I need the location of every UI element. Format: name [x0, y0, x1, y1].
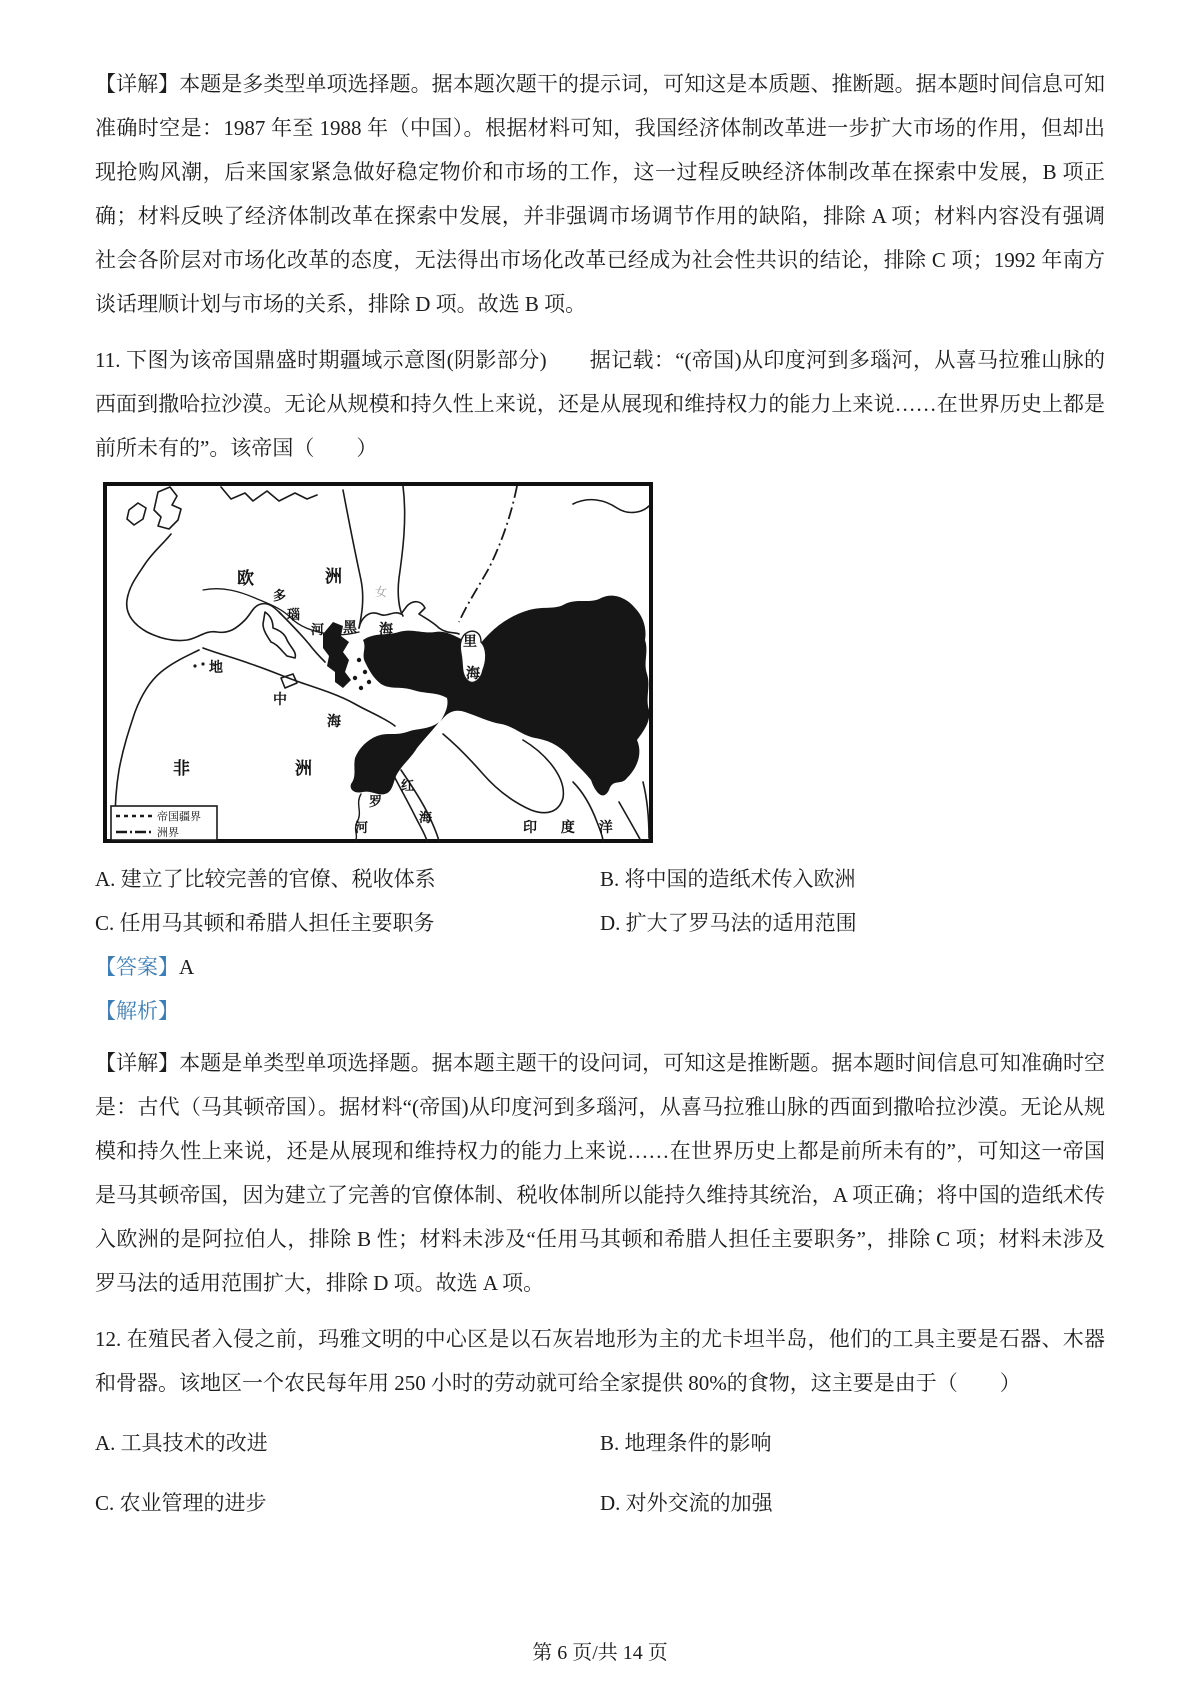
answer-value: A [179, 955, 195, 979]
label-indian-ocean: 印 度 洋 [523, 819, 623, 835]
island-dot [193, 664, 196, 667]
q12-option-a: A. 工具技术的改进 [95, 1431, 268, 1455]
label-europe-1: 欧 [237, 569, 255, 588]
label-med-3: 海 [327, 713, 341, 729]
label-europe-2: 洲 [325, 567, 343, 586]
label-nv: 女 [375, 585, 388, 599]
label-red-sea-1: 红 [401, 778, 415, 793]
label-black-sea-1: 黑 [343, 619, 357, 635]
q11-option-d: D. 扩大了罗马法的适用范围 [600, 911, 857, 935]
empire-map [103, 482, 653, 843]
q11-option-b: B. 将中国的造纸术传入欧洲 [600, 867, 856, 891]
label-danube-1: 多 [273, 588, 287, 603]
empire-map-figure [103, 482, 653, 843]
answer-label: 【答案】 [95, 955, 179, 979]
label-danube-3: 河 [311, 622, 325, 637]
label-med-1: 地 [209, 659, 223, 675]
label-africa-2: 洲 [295, 759, 313, 778]
q11-option-a: A. 建立了比较完善的官僚、税收体系 [95, 867, 436, 891]
analysis-label: 【解析】 [95, 999, 179, 1023]
question-12-stem: 12. 在殖民者入侵之前，玛雅文明的中心区是以石灰岩地形为主的尤卡坦半岛，他们的工具主要是石器、木器和骨器。该地区一个农民每年用 250 小时的劳动就可给全家提供 80%的食物，这主要是由于（ ） [95, 1327, 1105, 1395]
question-11-stem: 11. 下图为该帝国鼎盛时期疆域示意图(阴影部分) 据记载：“(帝国)从印度河到多瑙河，从喜马拉雅山脉的西面到撒哈拉沙漠。无论从规模和持久性上来说，还是从展现和维持权力的能力上来说……在世界历史上都是前所未有的”。该帝国（ ） [95, 348, 1105, 460]
q11-analysis-row [95, 989, 1105, 1033]
q11-options-row-1 [95, 857, 1105, 901]
map-legend [111, 806, 217, 840]
explanation-q10: 【详解】本题是多类型单项选择题。据本题次题干的提示词，可知这是本质题、推断题。据本题时间信息可知准确时空是：1987 年至 1988 年（中国）。根据材料可知，我国经济体制改革进一步扩大市场的作用，但却出现抢购风潮，后来国家紧急做好稳定物价和市场的工作，这一过程反映经济体制改革在探索中发展，B 项正确；材料反映了经济体制改革在探索中发展，并非强调市场调节作用的缺陷，排除 A 项；材料内容没有强调社会各阶层对市场化改革的态度，无法得出市场化改革已经成为社会性共识的结论，排除 C 项；1992 年南方谈话理顺计划与市场的关系，排除 D 项。故选 B 项。 [95, 72, 1105, 316]
legend-continent-label: 洲界 [157, 827, 179, 839]
q11-answer-row [95, 945, 1105, 989]
q11-option-c: C. 任用马其顿和希腊人担任主要职务 [95, 911, 435, 935]
label-black-sea-2: 海 [379, 621, 393, 637]
label-caspian-1: 里 [463, 633, 477, 649]
explanation-q11: 【详解】本题是单类型单项选择题。据本题主题干的设问词，可知这是推断题。据本题时间信息可知准确时空是：古代（马其顿帝国）。据材料“(帝国)从印度河到多瑙河，从喜马拉雅山脉的西面到撒哈拉沙漠。无论从规模和持久性上来说，还是从展现和维持权力的能力上来说……在世界历史上都是前所未有的”，可知这一帝国是马其顿帝国，因为建立了完善的官僚体制、税收体制所以能持久维持其统治，A 项正确；将中国的造纸术传入欧洲的是阿拉伯人，排除 B 性；材料未涉及“任用马其顿和希腊人担任主要职务”，排除 C 项；材料未涉及罗马法的适用范围扩大，排除 D 项。故选 A 项。 [95, 1051, 1105, 1295]
label-caspian-2: 海 [466, 665, 480, 681]
q12-option-d: D. 对外交流的加强 [600, 1491, 773, 1515]
label-nile-2: 河 [355, 820, 369, 835]
label-africa-1: 非 [173, 759, 191, 778]
label-red-sea-2: 海 [419, 810, 433, 825]
q12-options-row-2 [95, 1481, 1105, 1525]
q12-option-b: B. 地理条件的影响 [600, 1431, 772, 1455]
q12-options-row-1 [95, 1421, 1105, 1465]
q12-option-c: C. 农业管理的进步 [95, 1491, 267, 1515]
q11-options-row-2 [95, 901, 1105, 945]
legend-empire-label: 帝国疆界 [157, 811, 201, 823]
label-med-2: 中 [273, 691, 287, 707]
page-number-footer: 第 6 页/共 14 页 [532, 1642, 668, 1664]
label-nile-1: 罗 [369, 794, 383, 809]
island-dot [201, 662, 204, 665]
label-danube-2: 瑙 [287, 607, 301, 622]
